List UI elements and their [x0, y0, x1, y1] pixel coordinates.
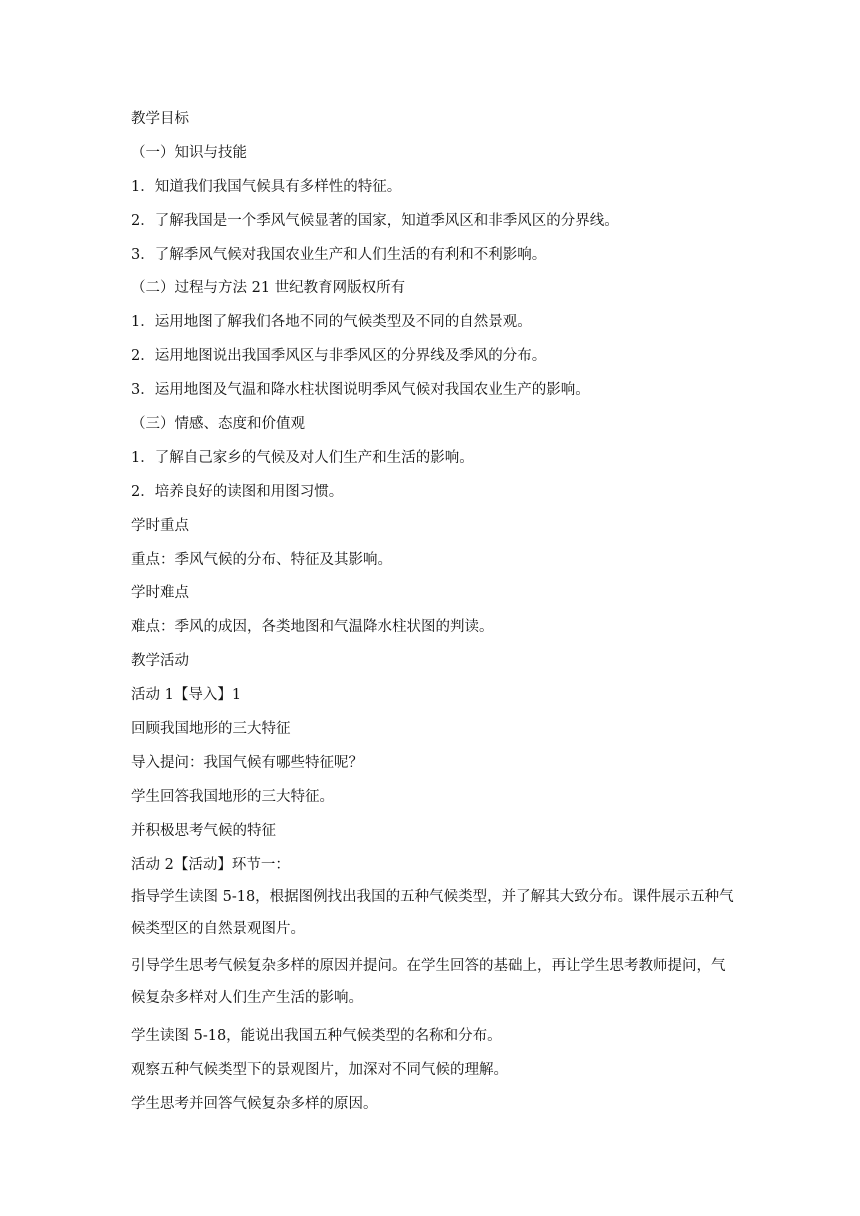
paragraph: 1．了解自己家乡的气候及对人们生产和生活的影响。	[131, 449, 474, 466]
heading-difficult-points: 学时难点	[131, 585, 189, 602]
paragraph: 难点：季风的成因，各类地图和气温降水柱状图的判读。	[131, 619, 494, 636]
paragraph: 3．运用地图及气温和降水柱状图说明季风气候对我国农业生产的影响。	[131, 382, 590, 399]
activity-heading: 活动 1【导入】1	[131, 687, 242, 704]
paragraph: 2．了解我国是一个季风气候显著的国家，知道季风区和非季风区的分界线。	[131, 212, 619, 229]
subheading-knowledge-skills: （一）知识与技能	[131, 144, 247, 161]
paragraph: 导入提问：我国气候有哪些特征呢？	[131, 754, 363, 771]
paragraph: 3．了解季风气候对我国农业生产和人们生活的有利和不利影响。	[131, 246, 547, 263]
subheading-emotion-values: （三）情感、态度和价值观	[131, 416, 305, 433]
paragraph: 1．运用地图了解我们各地不同的气候类型及不同的自然景观。	[131, 314, 532, 331]
paragraph: 重点：季风气候的分布、特征及其影响。	[131, 551, 392, 568]
paragraph: 2．运用地图说出我国季风区与非季风区的分界线及季风的分布。	[131, 348, 547, 365]
paragraph: 学生回答我国地形的三大特征。	[131, 788, 334, 805]
heading-teaching-activities: 教学活动	[131, 653, 189, 670]
paragraph: 引导学生思考气候复杂多样的原因并提问。在学生回答的基础上，再让学生思考教师提问，气候复杂多样对人们生产生活的影响。	[131, 957, 726, 1006]
paragraph: 观察五种气候类型下的景观图片，加深对不同气候的理解。	[131, 1062, 508, 1079]
paragraph: 学生读图 5-18，能说出我国五种气候类型的名称和分布。	[131, 1028, 502, 1045]
paragraph: 指导学生读图 5-18，根据图例找出我国的五种气候类型，并了解其大致分布。课件展示五种气候类型区的自然景观图片。	[131, 888, 734, 937]
heading-teaching-goals: 教学目标	[131, 111, 189, 127]
heading-key-points: 学时重点	[131, 517, 189, 534]
paragraph: 1．知道我们我国气候具有多样性的特征。	[131, 178, 402, 195]
activity-heading: 活动 2【活动】环节一：	[131, 856, 290, 873]
paragraph: 学生思考并回答气候复杂多样的原因。	[131, 1096, 378, 1113]
paragraph: 并积极思考气候的特征	[131, 822, 276, 839]
document-body	[131, 108, 736, 1115]
paragraph: 回顾我国地形的三大特征	[131, 721, 291, 738]
subheading-process-methods: （二）过程与方法 21 世纪教育网版权所有	[131, 280, 406, 297]
paragraph: 2．培养良好的读图和用图习惯。	[131, 483, 344, 500]
